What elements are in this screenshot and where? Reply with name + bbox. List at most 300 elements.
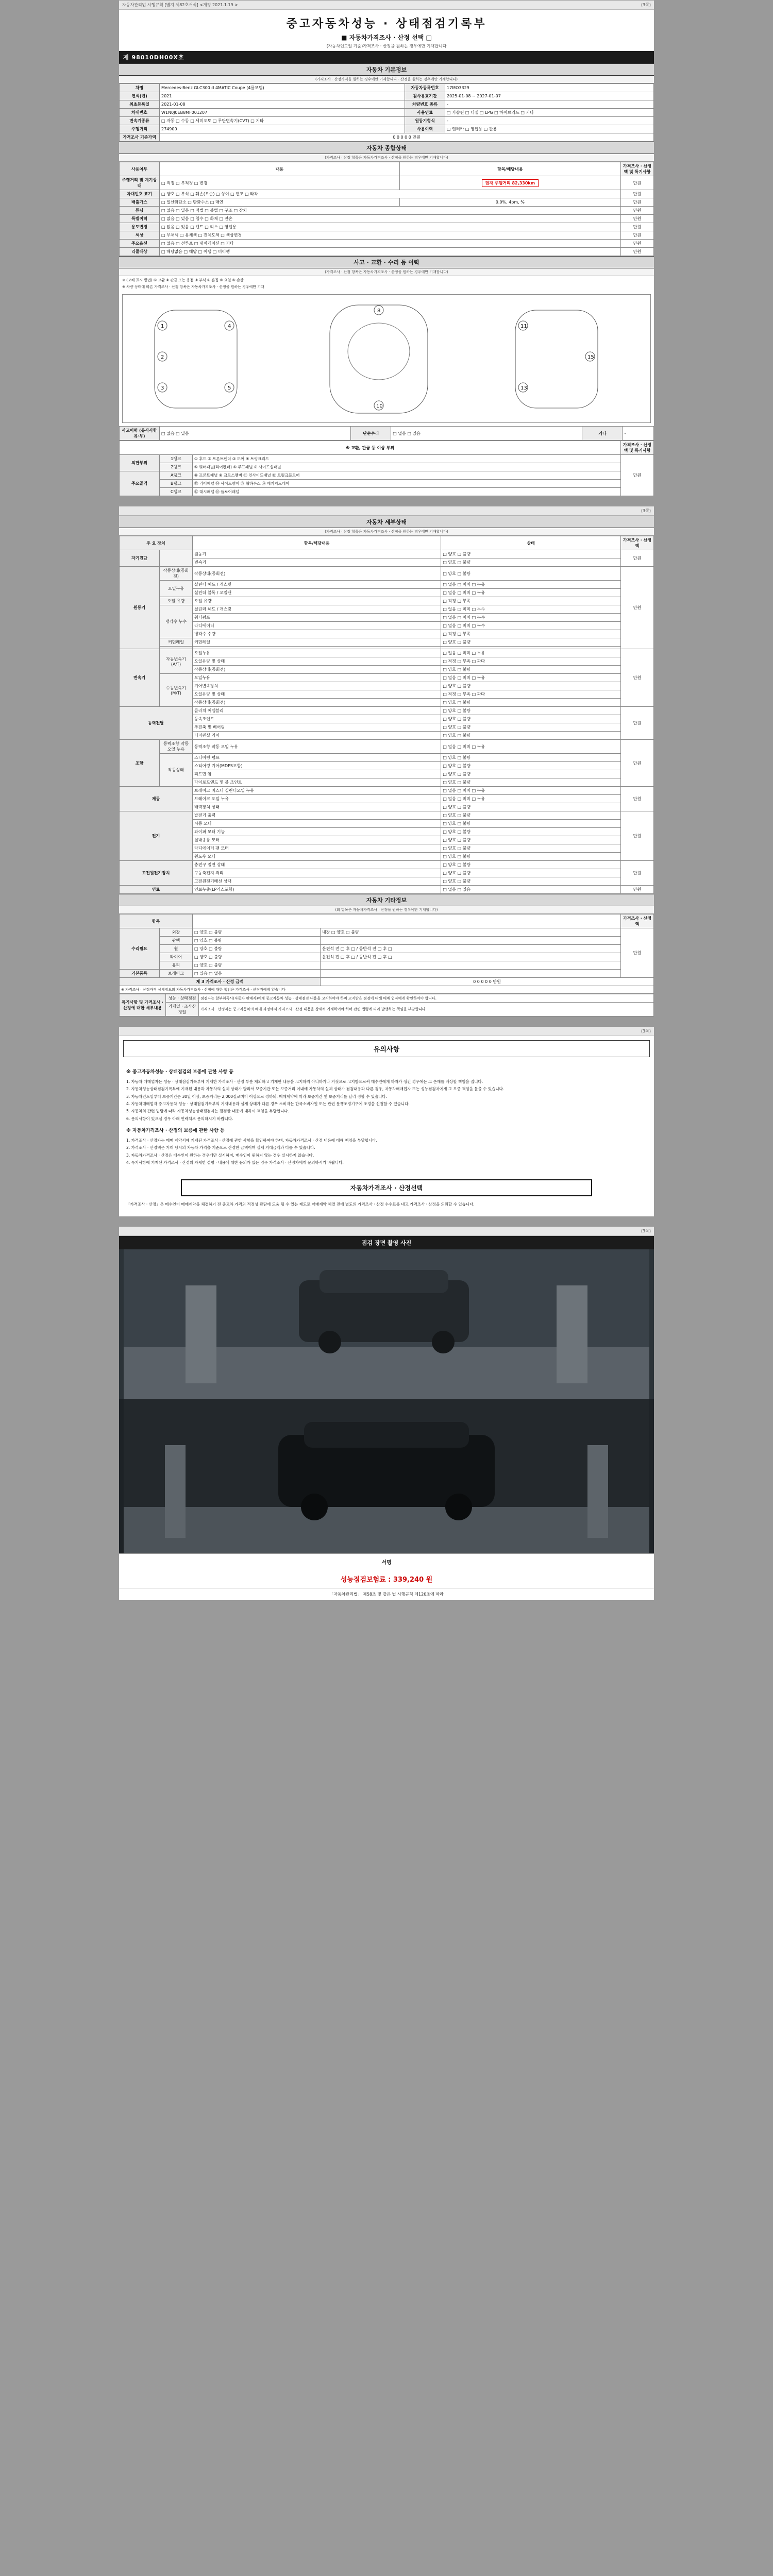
cell-value: □ 렌터카 □ 영업용 □ 관용 — [445, 125, 654, 133]
row-label: 차대번호 표기 — [120, 190, 160, 198]
notice-item-2: 2. 가격조사 · 산정액은 거래 당시의 자동차 가격을 기준으로 산정한 금액이며 실제 거래금액과 다를 수 있습니다. — [126, 1145, 315, 1150]
form-reference: 자동차관리법 시행규칙 [별지 제82호서식] <개정 2021.1.19.> — [122, 3, 238, 7]
item-state: □ 양호 □ 불량 — [441, 558, 621, 567]
etc-group: 수리필요 — [120, 928, 160, 970]
item-state: □ 양호 □ 불량 — [441, 836, 621, 844]
cell-label: 연식(년) — [120, 92, 160, 100]
notice-item: 3. 자동차인도일부터 보증기간은 30일 이상, 보증거리는 2,000킬로미터 이상으로 정하되, 매매계약에 따라 보증기간 및 보증거리를 달리 정할 수 있습니다. — [126, 1094, 388, 1099]
item-label: 커먼레일 — [193, 638, 441, 647]
row-price: 만원 — [621, 240, 654, 248]
item-state: □ 양호 □ 불량 — [441, 820, 621, 828]
group-label: 전기 — [120, 811, 193, 861]
sheet-topbar — [119, 1, 654, 10]
item-state: □ 양호 □ 불량 — [441, 770, 621, 778]
group-label: 자기진단 — [120, 550, 160, 567]
item-label: 기어변속장치 — [193, 682, 441, 690]
cell-value: 274900 — [160, 125, 405, 133]
item-label: 윈도우 모터 — [193, 853, 441, 861]
etc-label: 외장 — [160, 928, 193, 937]
table-row — [120, 248, 654, 256]
table-row — [120, 488, 654, 496]
notes-row-text: 점검자는 할부취득사(자동차 판매자)에게 중고자동차 성능 · 상태점검 내용을 고지하여야 하며 고지받은 점검에 대해 매매 업자에게 확인하여야 합니다. — [199, 994, 654, 1003]
sheet-detail-state — [119, 506, 654, 1017]
cell-label: 사용연료 — [405, 109, 445, 117]
cell-value: □ 자동 □ 수동 □ 세미오토 □ 무단변속기(CVT) □ 기타 — [160, 117, 405, 125]
table-row — [120, 240, 654, 248]
item-state: □ 적정 □ 부족 □ 과다 — [441, 690, 621, 699]
item-price: 만원 — [621, 550, 654, 567]
table-row — [120, 762, 654, 770]
group-label: 조향 — [120, 740, 160, 787]
notice-heading-1: ※ 중고자동차성능 · 상태점검의 보증에 관한 사항 등 — [126, 1070, 233, 1075]
table-row — [120, 682, 654, 690]
table-row — [120, 836, 654, 844]
table-row — [120, 605, 654, 614]
etc-label2-text: 내장 — [322, 930, 330, 935]
parts-items: ⑧ 프론트패널 ⑨ 크로스멤버 ⑪ 인사이드패널 ⑫ 트렁크플로어 — [193, 471, 621, 480]
etc-value: □ 양호 □ 불량 — [193, 961, 321, 970]
cell-label: 차명 — [120, 84, 160, 92]
sheet-photos — [119, 1226, 654, 1601]
section-accident-title: 사고 · 교환 · 수리 등 이력 — [119, 256, 654, 268]
group-label: 제동 — [120, 787, 193, 811]
row-options: □ 없음 □ 있음 □ 렌트 □ 리스 □ 영업용 — [160, 223, 621, 231]
notice-item: 6. 문의사항이 있으실 경우 아래 연락처로 문의하시기 바랍니다. — [126, 1116, 233, 1121]
row-value: 0.0%, 4pm, % — [399, 198, 620, 207]
item-state: □ 없음 □ 미미 □ 누유 — [441, 589, 621, 597]
row-options: □ 양호 □ 부식 □ 훼손(오손) □ 상이 □ 변조 □ 타각 — [160, 190, 621, 198]
item-state: □ 양호 □ 불량 — [441, 754, 621, 762]
item-state: □ 양호 □ 불량 — [441, 762, 621, 770]
item-state: □ 적정 □ 부족 — [441, 630, 621, 638]
item-label: 등속조인트 — [193, 715, 441, 723]
notice-item-2: 1. 가격조사 · 산정자는 매매 계약서에 기재된 가격조사 · 산정에 관한 사항을 확인하여야 하며, 자동차가격조사 · 산정 내용에 대해 책임을 부담합니다. — [126, 1138, 377, 1143]
table-row — [120, 820, 654, 828]
item-price: 만원 — [621, 649, 654, 707]
table-row — [120, 787, 654, 795]
row-price: 만원 — [621, 190, 654, 198]
item-state: □ 양호 □ 불량 — [441, 861, 621, 869]
table-row — [120, 589, 654, 597]
section-etc-title: 자동차 기타정보 — [119, 894, 654, 906]
notice-item: 2. 자동차성능상태점검기록부에 기재된 내용과 자동차의 실제 상태가 달라서 보증기간 또는 보증거리 이내에 자동차의 실제 상태가 점검내용과 다른 경우, 자동차매매업자 또는 성능점검자에게 그 보증 책임을 물을 수 있습니다. — [126, 1087, 505, 1092]
sub-label: 자동변속기(A/T) — [160, 649, 193, 674]
table-row — [120, 945, 654, 953]
svg-text:13: 13 — [520, 385, 527, 391]
item-label: 오일누유 — [193, 674, 441, 682]
svg-text:1: 1 — [161, 324, 164, 329]
sub-label: 커먼레일 — [160, 638, 193, 647]
parts-items: ⑤ 쿼터패널(리어펜더) ⑥ 루프패널 ⑦ 사이드실패널 — [193, 463, 621, 471]
table-row — [120, 778, 654, 787]
parts-items: ⑬ 리어패널 ⑭ 사이드멤버 ⑮ 휠하우스 ⑯ 패키지트레이 — [193, 480, 621, 488]
row-label: 배출가스 — [120, 198, 160, 207]
table-row — [120, 455, 654, 463]
section-basic-note: (가격조사 · 산정가격을 원하는 경우에만 기재합니다 - 산정을 원하는 경우에만 기재합니다) — [119, 76, 654, 83]
table-row — [120, 109, 654, 117]
item-label: 실린더 헤드 / 개스킷 — [193, 605, 441, 614]
table-row — [120, 937, 654, 945]
item-state: □ 양호 □ 불량 — [441, 723, 621, 732]
table-row — [120, 994, 654, 1003]
cell-value: 17MO3329 — [445, 84, 654, 92]
svg-text:11: 11 — [520, 324, 527, 329]
item-label: 동력조향 작동 오일 누유 — [193, 740, 441, 754]
overall-state-table — [119, 162, 654, 256]
item-label: 오일유량 및 상태 — [193, 657, 441, 666]
etc-label-2 — [320, 928, 620, 937]
parts-table — [119, 440, 654, 496]
car-outline-svg — [123, 295, 650, 422]
table-row — [120, 690, 654, 699]
table-row — [120, 828, 654, 836]
item-state: □ 적정 □ 부족 □ 과다 — [441, 657, 621, 666]
table-row — [120, 471, 654, 480]
table-row — [120, 614, 654, 622]
row-label: 리콜대상 — [120, 248, 160, 256]
row-options: □ 일산화탄소 □ 탄화수소 □ 매연 — [160, 198, 400, 207]
table-row — [120, 754, 654, 762]
row-options: □ 없음 □ 있음 □ 침수 □ 화재 □ 전손 — [160, 215, 621, 223]
row-options: □ 없음 □ 있음 □ 적법 □ 불법 □ 구조 □ 장치 — [160, 207, 621, 215]
etc-extra — [320, 937, 620, 945]
col-usage: 사용여부 — [120, 162, 160, 176]
item-price: 만원 — [621, 886, 654, 894]
item-label: 원동기 — [193, 550, 441, 558]
table-row — [120, 223, 654, 231]
etc-extra: 운전석 전 □ 후 □ / 동반석 전 □ 후 □ — [320, 945, 620, 953]
etc-label: 광택 — [160, 937, 193, 945]
sub-label: 수동변속기(M/T) — [160, 674, 193, 707]
sheet-topbar-3 — [119, 1027, 654, 1036]
total-value: 0 0 0 0 0 만원 — [320, 978, 653, 986]
signature-label: 서명 — [119, 1553, 654, 1570]
etc-price: 만원 — [621, 928, 654, 978]
etc-group: 기본품목 — [120, 970, 160, 978]
table-row — [120, 622, 654, 630]
item-label: 실린더 블록 / 오일팬 — [193, 589, 441, 597]
item-state: □ 없음 □ 미미 □ 누유 — [441, 795, 621, 803]
cell-value: □ 가솔린 □ 디젤 □ LPG □ 하이브리드 □ 기타 — [445, 109, 654, 117]
item-label: 연료누출(LP가스포함) — [193, 886, 441, 894]
cell-label: 최초등록일 — [120, 100, 160, 109]
notes-row-label: 기재일 · 조사산정일 — [166, 1003, 199, 1016]
item-state: □ 양호 □ 불량 — [441, 567, 621, 581]
table-header-row — [120, 536, 654, 550]
table-row — [120, 649, 654, 657]
etc-extra: 운전석 전 □ 후 □ / 동반석 전 □ 후 □ — [320, 953, 620, 961]
cell-value: W1N0J0EB8MF001207 — [160, 109, 405, 117]
parts-title: ※ 교환, 판금 등 이상 부위 — [120, 441, 621, 455]
etc-value: □ 있음 □ 없음 — [193, 970, 321, 978]
section-etc-note: (외 항목은 자동차가격조사 · 산정을 원하는 경우에만 기재합니다) — [119, 906, 654, 914]
table-row — [120, 207, 654, 215]
cell-value: - — [445, 117, 654, 125]
svg-text:2: 2 — [161, 354, 164, 360]
item-label: 추진축 및 베어링 — [193, 723, 441, 732]
table-row — [120, 463, 654, 471]
col-etc-blank — [193, 914, 621, 928]
item-state: □ 없음 □ 있음 — [441, 886, 621, 894]
sheet-topbar-4 — [119, 1227, 654, 1236]
item-label: 실린더 헤드 / 개스킷 — [193, 581, 441, 589]
etc-label: 휠 — [160, 945, 193, 953]
row-price: 만원 — [621, 215, 654, 223]
item-state: □ 양호 □ 불량 — [441, 699, 621, 707]
group-label: 원동기 — [120, 567, 160, 649]
group-label: 변속기 — [120, 649, 160, 707]
accident-history-table — [119, 426, 654, 440]
bottom-legal-note: 「자동차관리법」 제58조 및 같은 법 시행규칙 제120조에 따라 — [119, 1588, 654, 1600]
sheet-topbar-2 — [119, 506, 654, 516]
photo2-graphic — [119, 1399, 654, 1553]
table-row — [120, 92, 654, 100]
item-label: 스티어링 기어(MDPS포함) — [193, 762, 441, 770]
table-row — [120, 125, 654, 133]
col-etc-item: 항목 — [120, 914, 193, 928]
row-label: 용도변경 — [120, 223, 160, 231]
table-row — [120, 630, 654, 638]
etc-value2-text: □ 양호 □ 불량 — [331, 930, 359, 935]
notice-item: 4. 자동차매매업자 중고자동차 성능 · 상태점검기록부의 기재내용과 실제 상태가 다른 경우 소비자는 한국소비자원 또는 관련 분쟁조정기구에 조정을 신청할 수 있습니다. — [126, 1101, 410, 1106]
table-row — [120, 699, 654, 707]
sheet2-page: (3쪽) — [641, 509, 651, 513]
group-label: 동력전달 — [120, 707, 193, 740]
accident-history-label: 사고이력 (유사사항 유·무) — [120, 427, 160, 440]
table-row — [120, 844, 654, 853]
table-row — [120, 715, 654, 723]
item-state: □ 양호 □ 불량 — [441, 715, 621, 723]
col-price: 가격조사 · 산정액 및 특기사항 — [621, 162, 654, 176]
item-state: □ 양호 □ 불량 — [441, 707, 621, 715]
item-state: □ 양호 □ 불량 — [441, 853, 621, 861]
accident-history-value: □ 없음 □ 있음 — [160, 427, 351, 440]
item-state: □ 없음 □ 미미 □ 누수 — [441, 614, 621, 622]
parts-price-head: 가격조사 · 산정액 및 특기사항 — [621, 441, 654, 455]
notice-item: 1. 자동차 매매업자는 성능 · 상태점검기록부에 기재한 가격조사 · 산정 부분 제외하고 기재한 내용을 고지하지 아니하거나 거짓으로 고지함으로써 매수인에게 하자가 생긴 경우에는 그 손해를 배상할 책임을 집니다. — [126, 1079, 483, 1084]
row-price: 만원 — [621, 176, 654, 190]
accident-legend-1: ※ (교체 표시 방법) ① 교환 ② 판금 또는 용접 ③ 부식 ④ 흠집 ⑤ 요철 ⑥ 손상 — [122, 278, 244, 282]
cell-value: 2021 — [160, 92, 405, 100]
sub-label — [160, 550, 193, 567]
item-label: 라디에이터 — [193, 622, 441, 630]
notes-title: 특기사항 및 가격조사 · 산정에 대한 세부내용 — [120, 994, 166, 1016]
cell-label: 차량번호 종류 — [405, 100, 445, 109]
table-row — [120, 707, 654, 715]
cell-label: 사용이력 — [405, 125, 445, 133]
item-label: 워터펌프 — [193, 614, 441, 622]
item-label: 충전구 절연 상태 — [193, 861, 441, 869]
table-row — [120, 100, 654, 109]
table-row — [120, 480, 654, 488]
total-note: ※ 가격조사 · 산정자격 상세정보의 자동차가격조사 · 산정에 대한 책임은 가격조사 · 산정자에게 있습니다 — [120, 986, 654, 994]
cell-label: 주행거리 — [120, 125, 160, 133]
inspection-base-value: 0 0 0 0 0 만원 — [160, 133, 654, 142]
table-row — [120, 638, 654, 647]
etc-label: 타이어 — [160, 953, 193, 961]
photo-section-title: 점검 장면 촬영 사진 — [119, 1236, 654, 1249]
item-state: □ 없음 □ 미미 □ 누수 — [441, 605, 621, 614]
item-price: 만원 — [621, 567, 654, 649]
cell-label: 자동차등록번호 — [405, 84, 445, 92]
mileage-value: 현재 주행거리 82,330km — [482, 179, 539, 187]
notice-item: 5. 자동차의 관련 법령에 따라 자동차성능상태점검자는 점검한 내용에 대하여 책임을 부담합니다. — [126, 1109, 289, 1114]
item-state: □ 없음 □ 미미 □ 누수 — [441, 622, 621, 630]
svg-text:3: 3 — [161, 385, 164, 391]
table-row — [120, 986, 654, 994]
table-row — [120, 1003, 654, 1016]
table-row — [120, 231, 654, 240]
parts-rank: A랭크 — [160, 471, 193, 480]
col-etc-price: 가격조사 · 산정액 — [621, 914, 654, 928]
item-label: 고전원전기배선 상태 — [193, 877, 441, 886]
table-row — [120, 803, 654, 811]
svg-text:15: 15 — [587, 354, 594, 360]
inspection-fee: 성능점검보험료 : 339,240 원 — [340, 1575, 433, 1584]
row-price: 만원 — [621, 223, 654, 231]
sheet-notice — [119, 1026, 654, 1217]
table-row — [120, 117, 654, 125]
sheet4-page: (3쪽) — [641, 1228, 651, 1233]
table-row — [120, 581, 654, 589]
parts-group: 외판부위 — [120, 455, 160, 471]
item-label: 작동상태(공회전) — [193, 666, 441, 674]
item-label: 배력장치 상태 — [193, 803, 441, 811]
row-price: 만원 — [621, 198, 654, 207]
etc-label: 브레이크 — [160, 970, 193, 978]
svg-text:8: 8 — [377, 308, 381, 314]
item-state: □ 양호 □ 불량 — [441, 869, 621, 877]
item-state: □ 양호 □ 불량 — [441, 778, 621, 787]
notice-body — [119, 1061, 654, 1174]
etc-value: - — [623, 427, 654, 440]
item-label: 냉각수 수량 — [193, 630, 441, 638]
sub-label: 작동상태 — [160, 754, 193, 787]
simple-repair-label: 단순수리 — [351, 427, 391, 440]
row-options: □ 무채색 □ 유채색 □ 전체도색 □ 색상변경 — [160, 231, 621, 240]
table-row — [120, 597, 654, 605]
row-label: 주요옵션 — [120, 240, 160, 248]
etc-value: □ 양호 □ 불량 — [193, 937, 321, 945]
inspection-photo-1 — [119, 1249, 654, 1399]
item-label: 변속기 — [193, 558, 441, 567]
col-item: 항목/해당내용 — [193, 536, 441, 550]
col-price: 가격조사 · 산정액 — [621, 536, 654, 550]
table-row — [120, 558, 654, 567]
item-price: 만원 — [621, 740, 654, 787]
row-price: 만원 — [621, 231, 654, 240]
sub-label: 냉각수 누수 — [160, 605, 193, 638]
etc-extra — [320, 961, 620, 970]
notice-heading-2: ※ 자동차가격조사 · 산정의 보증에 관한 사항 등 — [126, 1128, 225, 1134]
etc-info-table — [119, 914, 654, 994]
parts-rank: 2랭크 — [160, 463, 193, 471]
item-label: 스티어링 펌프 — [193, 754, 441, 762]
row-price: 만원 — [621, 207, 654, 215]
table-row — [120, 953, 654, 961]
item-label: 실내송풍 모터 — [193, 836, 441, 844]
table-row — [120, 84, 654, 92]
sub-label: 오일 유량 — [160, 597, 193, 605]
sub-label: 오일누유 — [160, 581, 193, 597]
etc-value: □ 양호 □ 불량 — [193, 953, 321, 961]
notes-row-text: 가격조사 · 산정자는 중고자동차의 매매 과정에서 가격조사 · 산정 내용을 상세히 기재하여야 하며 관련 법령에 따라 발생하는 책임을 부담합니다 — [199, 1003, 654, 1016]
table-row — [120, 427, 654, 440]
section-overall-title: 자동차 종합상태 — [119, 142, 654, 154]
item-label: 브레이크 마스터 실린더오일 누유 — [193, 787, 441, 795]
item-price: 만원 — [621, 707, 654, 740]
item-label: 발전기 출력 — [193, 811, 441, 820]
sheet3-page: (3쪽) — [641, 1029, 651, 1033]
item-state: □ 없음 □ 미미 □ 누유 — [441, 649, 621, 657]
row-options: □ 없음 □ 선루프 □ 내비게이션 □ 기타 — [160, 240, 621, 248]
item-state: □ 양호 □ 불량 — [441, 666, 621, 674]
cell-value: - — [445, 100, 654, 109]
col-state: 상태 — [441, 536, 621, 550]
notice-item-2: 4. 특기사항에 기재된 가격조사 · 산정의 자세한 설명 · 내용에 대한 문의가 있는 경우 가격조사 · 산정자에게 문의하시기 바랍니다. — [126, 1160, 344, 1165]
svg-text:4: 4 — [228, 324, 231, 329]
signature-notes-table — [119, 994, 654, 1016]
car-diagram — [119, 291, 654, 426]
etc-value: □ 양호 □ 불량 — [193, 945, 321, 953]
table-header-row — [120, 914, 654, 928]
accident-legend-2: ※ 차량 상태에 따른 가격조사 · 산정 항목은 자동차가격조사 · 산정을 원하는 경우에만 기재 — [122, 285, 264, 289]
notes-row-label: 성능 · 상태점검 — [166, 994, 199, 1003]
parts-price: 만원 — [621, 455, 654, 496]
basic-info-table — [119, 83, 654, 142]
price-survey-box-text-wrap — [119, 1201, 654, 1216]
table-row — [120, 723, 654, 732]
table-row — [120, 770, 654, 778]
row-mileage — [399, 176, 620, 190]
item-state: □ 양호 □ 불량 — [441, 844, 621, 853]
parts-rank: C랭크 — [160, 488, 193, 496]
table-row — [120, 666, 654, 674]
group-label: 고전원전기장치 — [120, 861, 193, 886]
etc-label: 유리 — [160, 961, 193, 970]
document-header — [119, 10, 654, 51]
item-label: 구동축전지 격리 — [193, 869, 441, 877]
row-label: 주행거리 및 계기상태 — [120, 176, 160, 190]
item-state: □ 양호 □ 불량 — [441, 877, 621, 886]
sub-label: 작동상태(공회전) — [160, 567, 193, 581]
cell-label: 검사유효기간 — [405, 92, 445, 100]
document-note: (자동차인도일 기준)가격조사 · 산정을 원하는 경우에만 기재합니다 — [326, 44, 447, 48]
table-row — [120, 861, 654, 869]
item-label: 작동상태(공회전) — [193, 567, 441, 581]
item-label: 오일유량 및 상태 — [193, 690, 441, 699]
item-label: 타이로드엔드 및 볼 조인트 — [193, 778, 441, 787]
item-label: 작동상태(공회전) — [193, 699, 441, 707]
table-row — [120, 176, 654, 190]
table-row — [120, 550, 654, 558]
row-label: 특별이력 — [120, 215, 160, 223]
table-row — [120, 732, 654, 740]
item-label: 피트먼 암 — [193, 770, 441, 778]
item-label: 브레이크 오일 누유 — [193, 795, 441, 803]
table-row — [120, 978, 654, 986]
table-header-row — [120, 441, 654, 455]
section-basic-title: 자동차 기본정보 — [119, 63, 654, 76]
row-options: □ 적정 □ 부적정 □ 변경 — [160, 176, 400, 190]
item-label: 클러치 어셈블리 — [193, 707, 441, 715]
item-state: □ 양호 □ 불량 — [441, 811, 621, 820]
table-row — [120, 886, 654, 894]
notice-title: 유의사항 — [123, 1040, 650, 1057]
item-price: 만원 — [621, 861, 654, 886]
parts-rank: B랭크 — [160, 480, 193, 488]
inspection-base-label: 가격조사 기준가액 — [120, 133, 160, 142]
